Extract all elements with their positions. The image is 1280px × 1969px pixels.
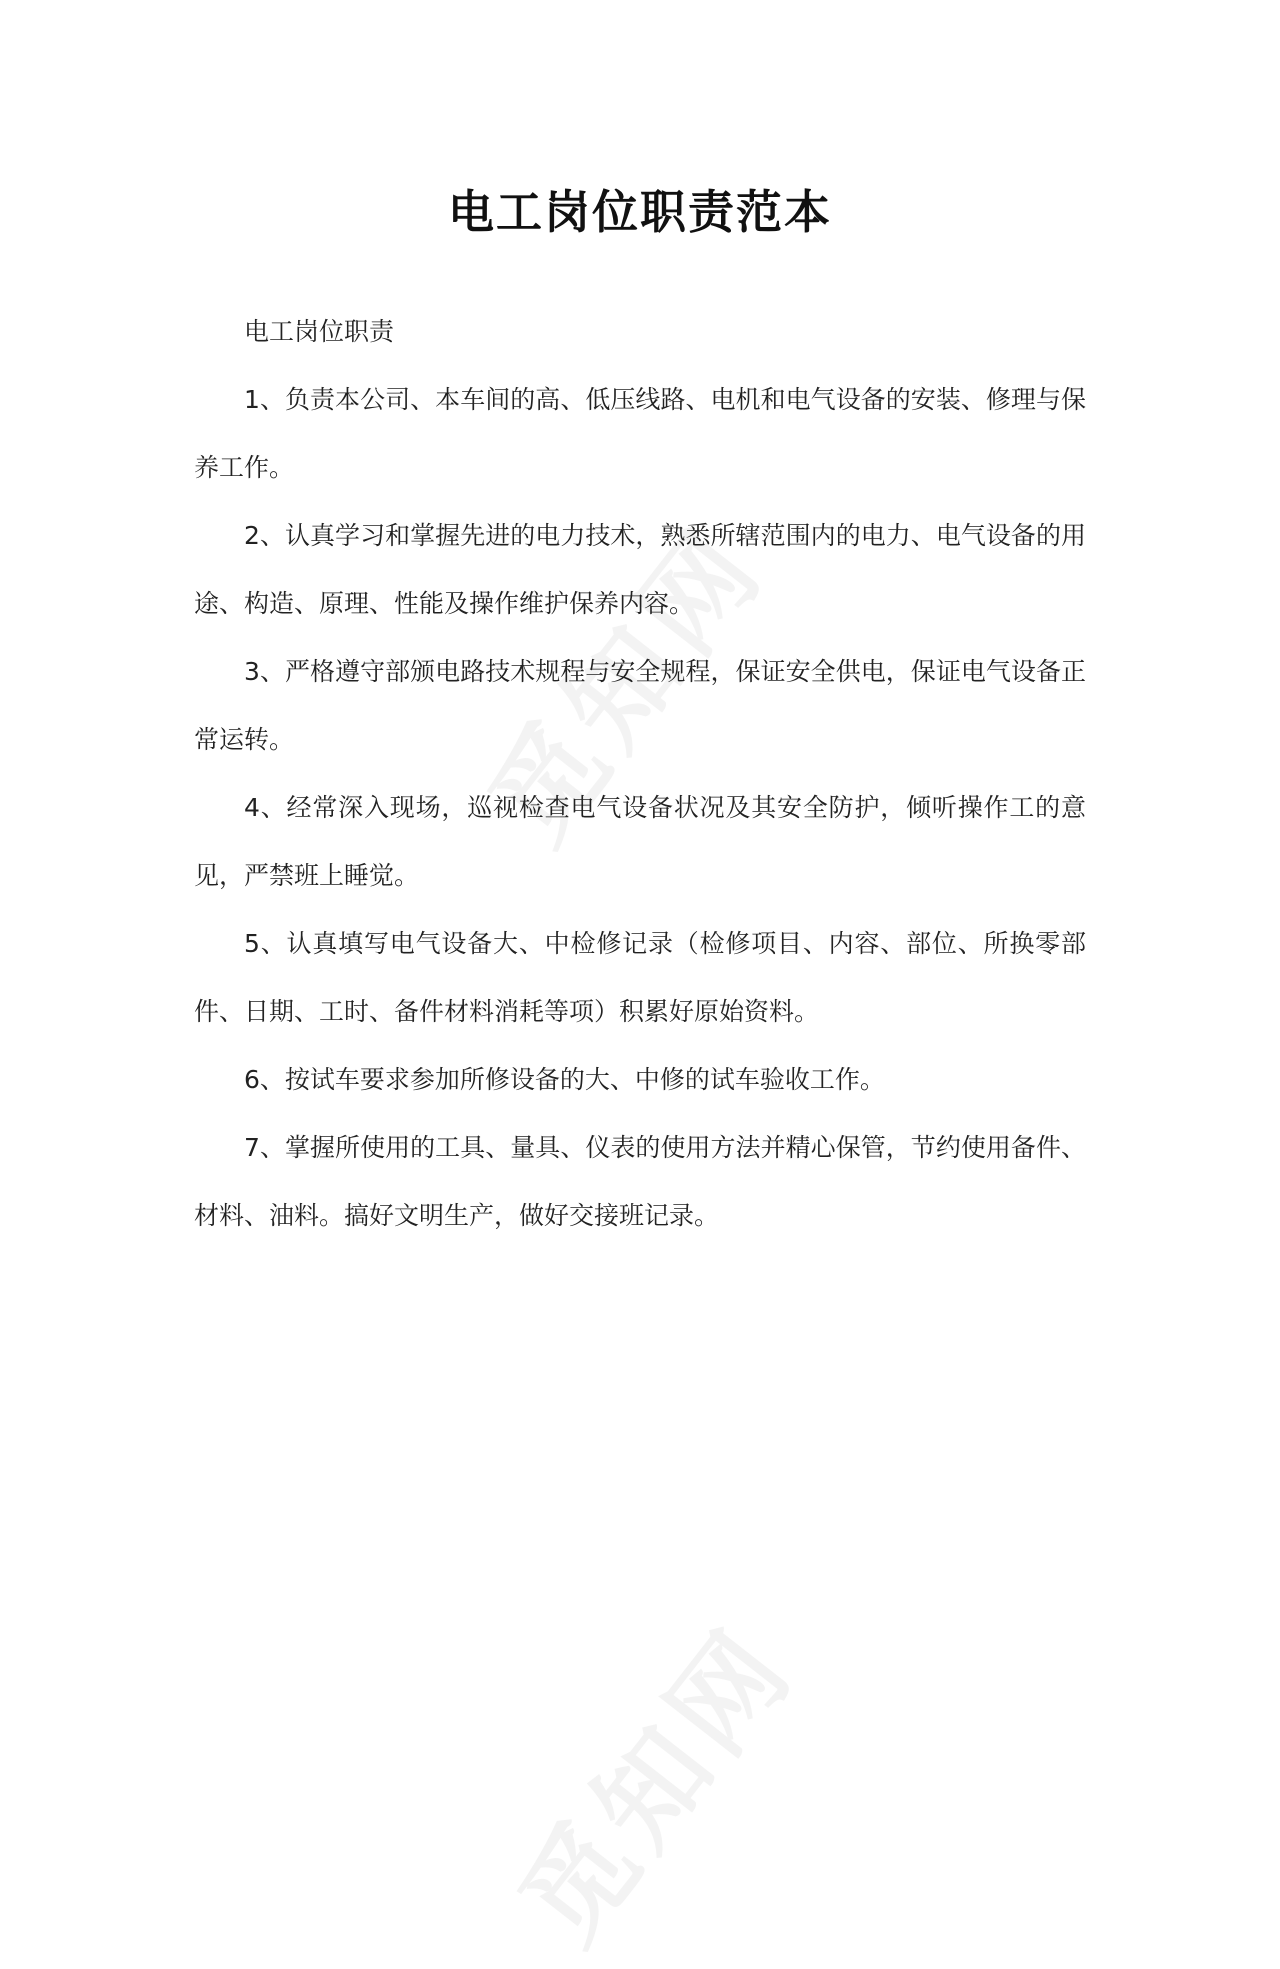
paragraph-item: 3、严格遵守部颁电路技术规程与安全规程，保证安全供电，保证电气设备正常运转。: [194, 657, 1086, 754]
paragraph-item: 1、负责本公司、本车间的高、低压线路、电机和电气设备的安装、修理与保养工作。: [194, 385, 1086, 482]
paragraph-item: 5、认真填写电气设备大、中检修记录（检修项目、内容、部位、所换零部件、日期、工时、备件材料消耗等项）积累好原始资料。: [194, 929, 1086, 1026]
document-body: [194, 298, 1086, 1250]
section-heading: 电工岗位职责: [244, 317, 395, 346]
page-title: 电工岗位职责范本: [448, 185, 832, 239]
paragraph-item: 7、掌握所使用的工具、量具、仪表的使用方法并精心保管，节约使用备件、材料、油料。搞好文明生产，做好交接班记录。: [194, 1133, 1086, 1230]
paragraph-item: 2、认真学习和掌握先进的电力技术，熟悉所辖范围内的电力、电气设备的用途、构造、原理、性能及操作维护保养内容。: [194, 521, 1086, 618]
paragraph-item: 6、按试车要求参加所修设备的大、中修的试车验收工作。: [244, 1065, 885, 1094]
paragraph-item: 4、经常深入现场，巡视检查电气设备状况及其安全防护，倾听操作工的意见，严禁班上睡觉。: [194, 793, 1086, 890]
